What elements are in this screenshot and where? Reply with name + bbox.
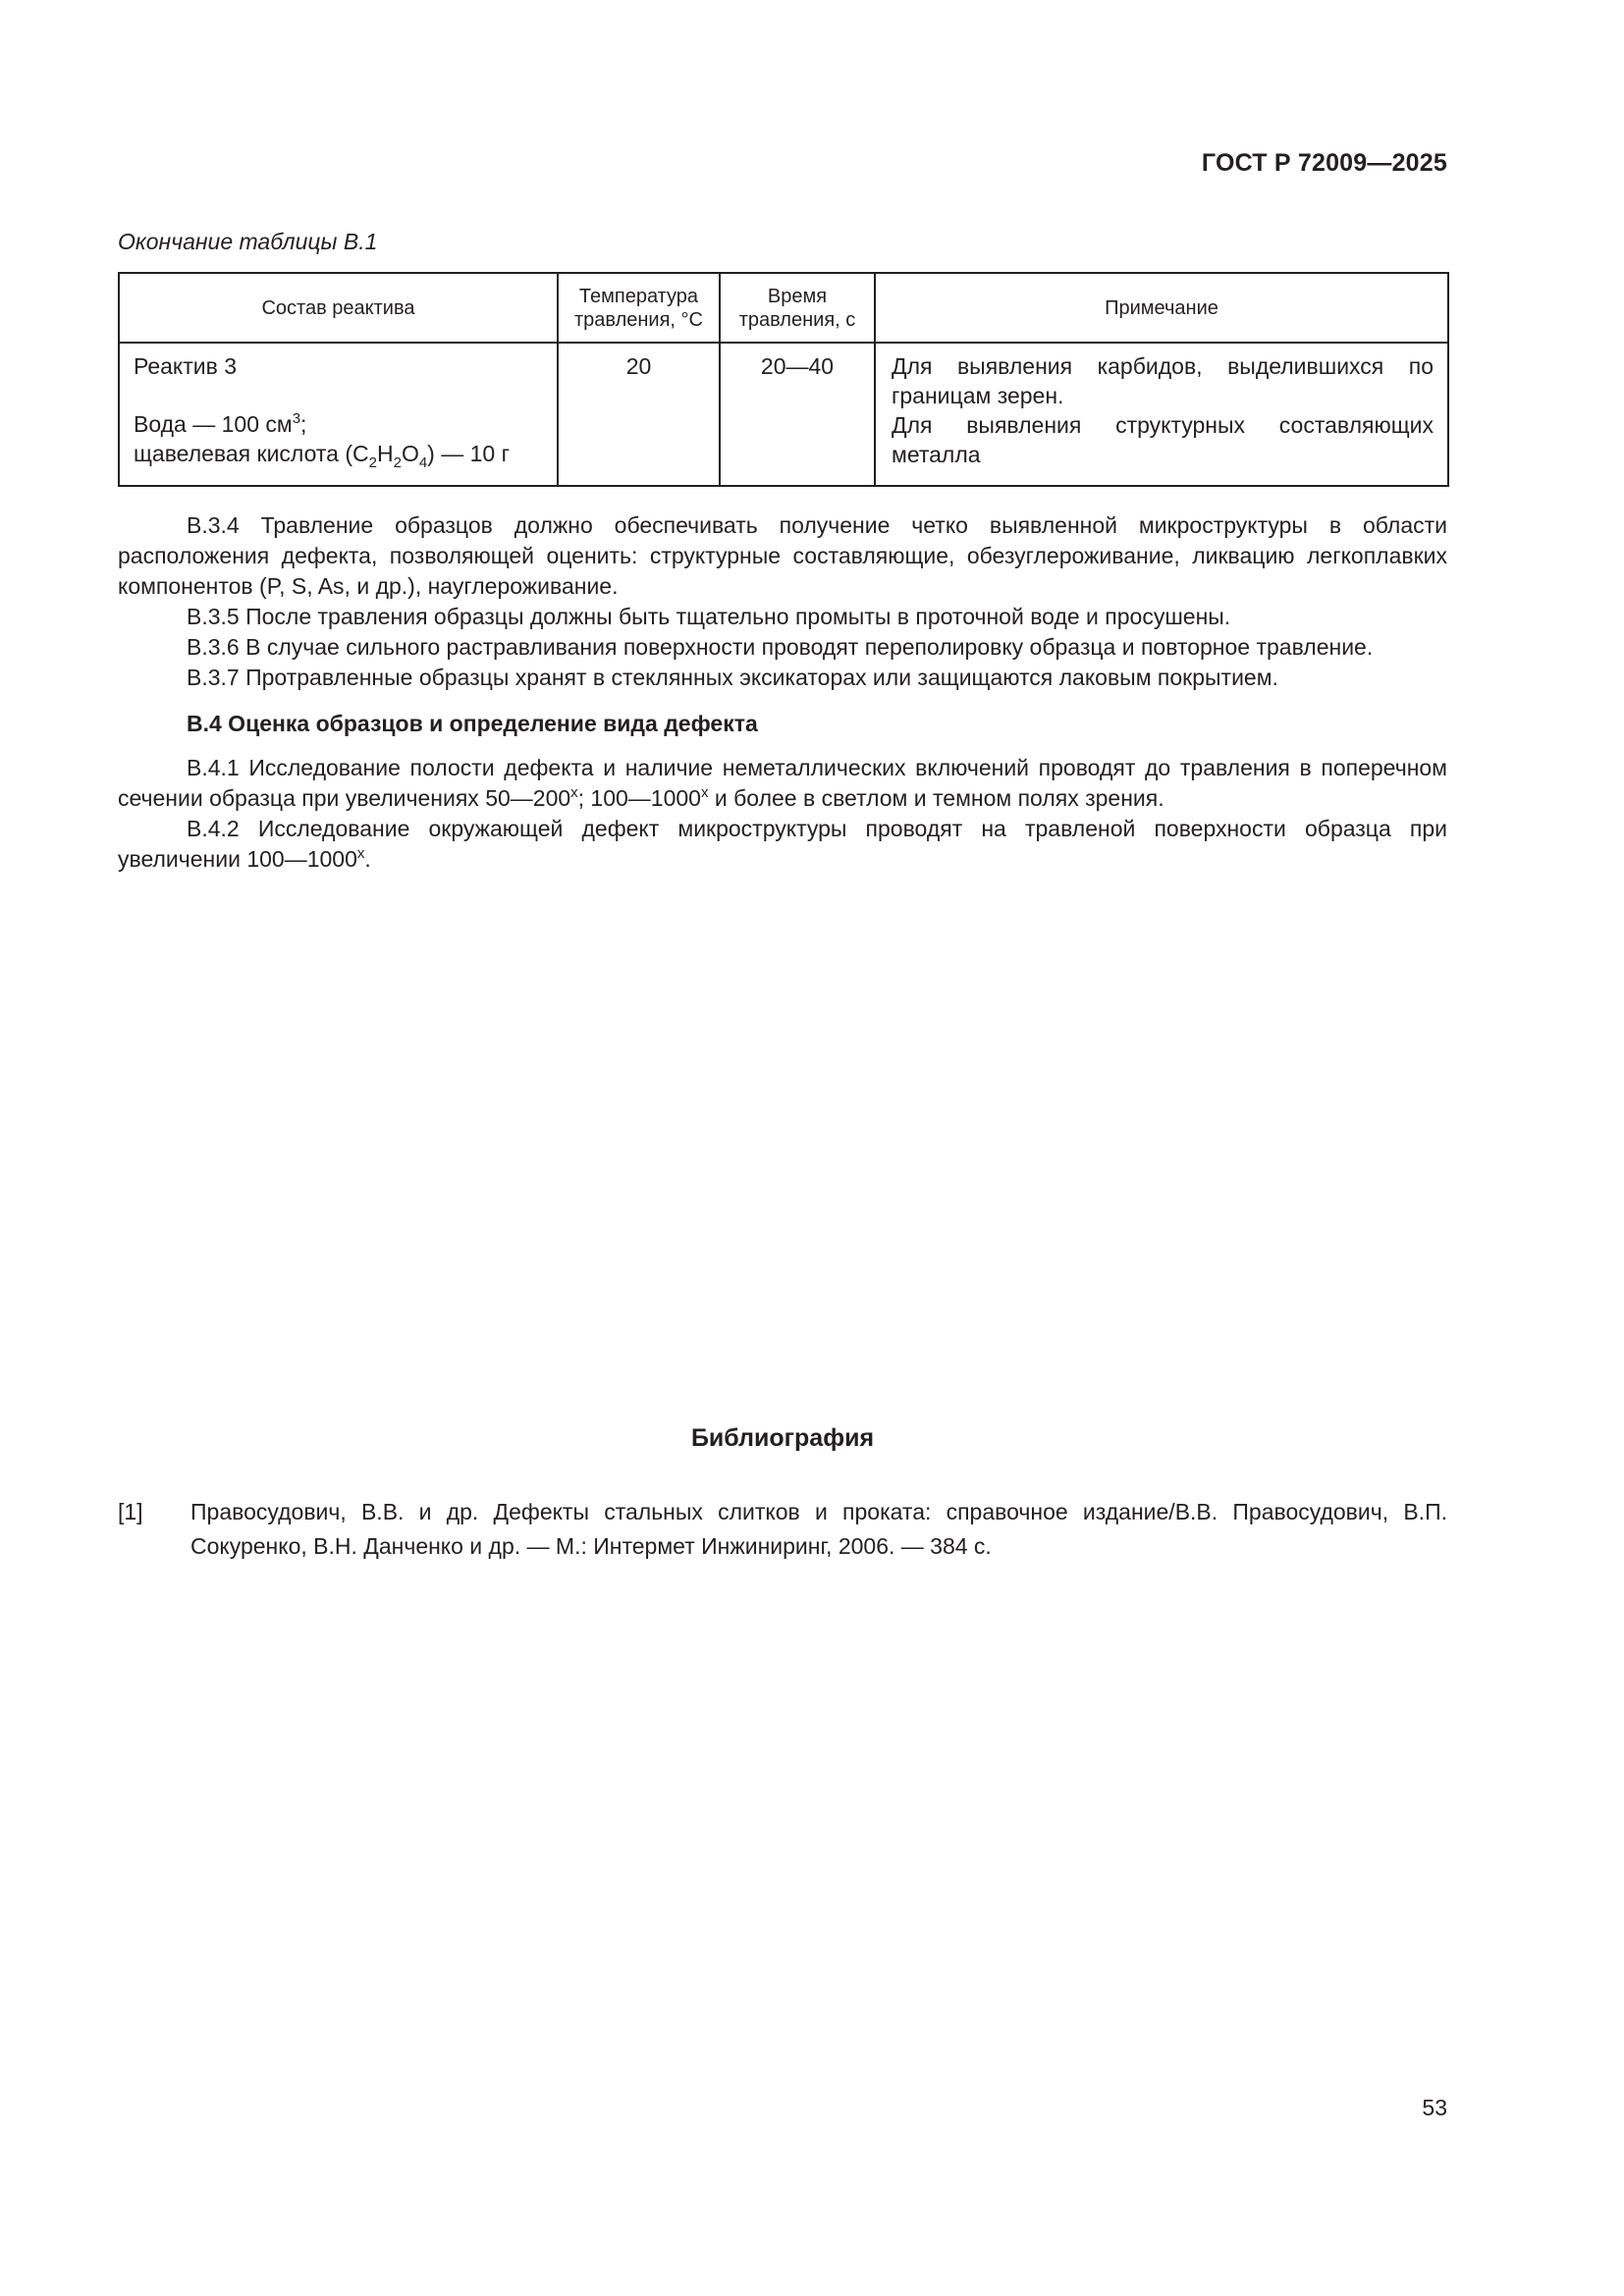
cell-note <box>875 343 1448 486</box>
page-number: 53 <box>1422 2095 1447 2120</box>
note-carbides: Для выявления карбидов, выделившихся по границам зерен. <box>892 353 1434 408</box>
bibliography-entry-text: Правосудович, В.В. и др. Дефекты стальных слитков и проката: справочное издание/В.В. Правосудович, В.П. Сокуренко, В.Н. Данченко и др. — М.: Интермет Инжиниринг, 2006. — 384 с. <box>190 1499 1447 1559</box>
section-heading-b4: В.4 Оценка образцов и определение вида дефекта <box>187 711 758 736</box>
column-header-temperature: Температура травления, °С <box>558 273 720 343</box>
table-caption: Окончание таблицы В.1 <box>118 229 378 254</box>
body-text <box>118 510 1447 875</box>
bibliography-title: Библиография <box>690 1424 875 1452</box>
table-row <box>119 343 1448 486</box>
paragraph-b37: В.3.7 Протравленные образцы хранят в стеклянных эксикаторах или защищаются лаковым покрытием. <box>187 665 1278 690</box>
note-structural: Для выявления структурных составляющих металла <box>892 412 1434 467</box>
paragraph-b42: В.4.2 Исследование окружающей дефект микроструктуры проводят на травленой поверхности образца при увеличении $100—1000^х$. <box>118 816 1447 872</box>
document-standard-number: ГОСТ Р 72009—2025 <box>1201 149 1447 177</box>
reagent-name: Реактив 3 <box>134 353 238 379</box>
reagent-oxalic-acid: щавелевая кислота $(C_2H_2O_4)$ — 10 г <box>134 441 510 471</box>
paragraph-b34: В.3.4 Травление образцов должно обеспечивать получение четко выявленной микроструктуры в области расположения дефекта, позволяющей оценить: структурные составляющие, обезуглероживание, ликвацию легкоплавких компонентов (P, S, As, и др.), науглероживание. <box>118 512 1447 599</box>
cell-time: 20—40 <box>720 343 875 486</box>
reagent-table <box>118 272 1449 487</box>
column-header-composition: Состав реактива <box>119 273 558 343</box>
paragraph-b36: В.3.6 В случае сильного растравливания поверхности проводят переполировку образца и повторное травление. <box>187 634 1374 660</box>
table-header-row <box>119 273 1448 343</box>
column-header-note: Примечание <box>875 273 1448 343</box>
bibliography-entry <box>118 1495 1447 1564</box>
paragraph-b35: В.3.5 После травления образцы должны быть тщательно промыты в проточной воде и просушены. <box>187 604 1231 629</box>
column-header-time: Время травления, с <box>720 273 875 343</box>
cell-composition <box>119 343 558 486</box>
reagent-water: Вода — 100 $см^3$; <box>134 410 307 437</box>
cell-temperature: 20 <box>558 343 720 486</box>
paragraph-b41: В.4.1 Исследование полости дефекта и наличие неметаллических включений проводят до травления в поперечном сечении образца при увеличениях $50—200^х$; $100—1000^х$ и более в светлом и темном полях зрения. <box>118 755 1447 811</box>
bibliography-entry-number: [1] <box>118 1499 143 1524</box>
